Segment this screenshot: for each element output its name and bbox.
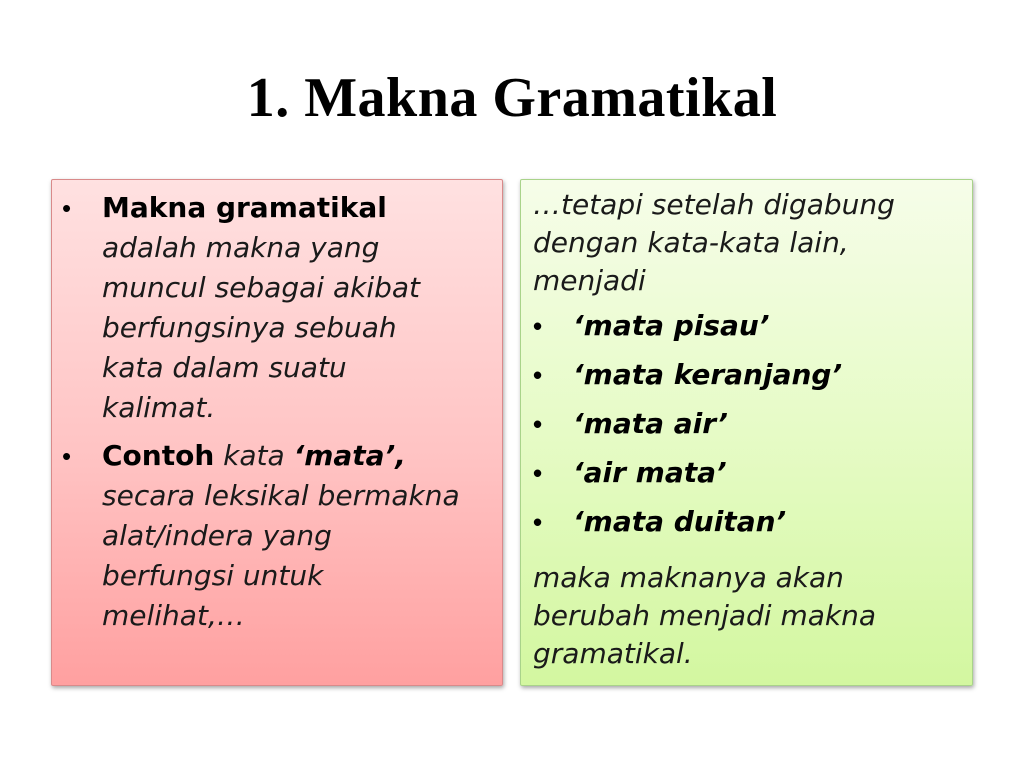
examples-box: [520, 179, 973, 686]
example-item: [533, 404, 952, 444]
bullet-icon: •: [533, 458, 543, 488]
bullet-icon: •: [62, 441, 72, 471]
example-word: ‘mata’,: [293, 439, 406, 472]
bullet-icon: •: [62, 193, 72, 223]
examples-conclusion: maka maknanya akan berubah menjadi makna gramatikal.: [533, 561, 877, 670]
definition-text: adalah makna yang muncul sebagai akibat berfungsinya sebuah kata dalam suatu kalimat.: [102, 231, 421, 424]
example-item-text: ‘mata duitan’: [573, 505, 787, 538]
examples-list: [521, 300, 972, 557]
definition-bullet: [62, 188, 462, 428]
example-text-1: kata: [214, 439, 294, 472]
example-item-text: ‘mata air’: [573, 407, 728, 440]
bullet-icon: •: [533, 360, 543, 390]
example-item-text: ‘mata keranjang’: [573, 358, 843, 391]
example-item: [533, 306, 952, 346]
definition-list: [52, 180, 502, 636]
term-contoh: Contoh: [102, 439, 215, 472]
example-item-text: ‘air mata’: [573, 456, 727, 489]
example-text-2: secara leksikal bermakna alat/indera yang berfungsi untuk melihat,…: [102, 479, 460, 632]
slide-title: 1. Makna Gramatikal: [246, 67, 778, 129]
example-item: [533, 355, 952, 395]
example-item: [533, 502, 952, 542]
definition-box: [51, 179, 503, 686]
bullet-icon: •: [533, 409, 543, 439]
example-item-text: ‘mata pisau’: [573, 309, 770, 342]
examples-intro: …tetapi setelah digabung dengan kata-kata lain, menjadi: [533, 188, 895, 297]
bullet-icon: •: [533, 507, 543, 537]
bullet-icon: •: [533, 311, 543, 341]
example-item: [533, 453, 952, 493]
example-bullet: [62, 436, 462, 636]
term-makna-gramatikal: Makna gramatikal: [102, 191, 387, 224]
